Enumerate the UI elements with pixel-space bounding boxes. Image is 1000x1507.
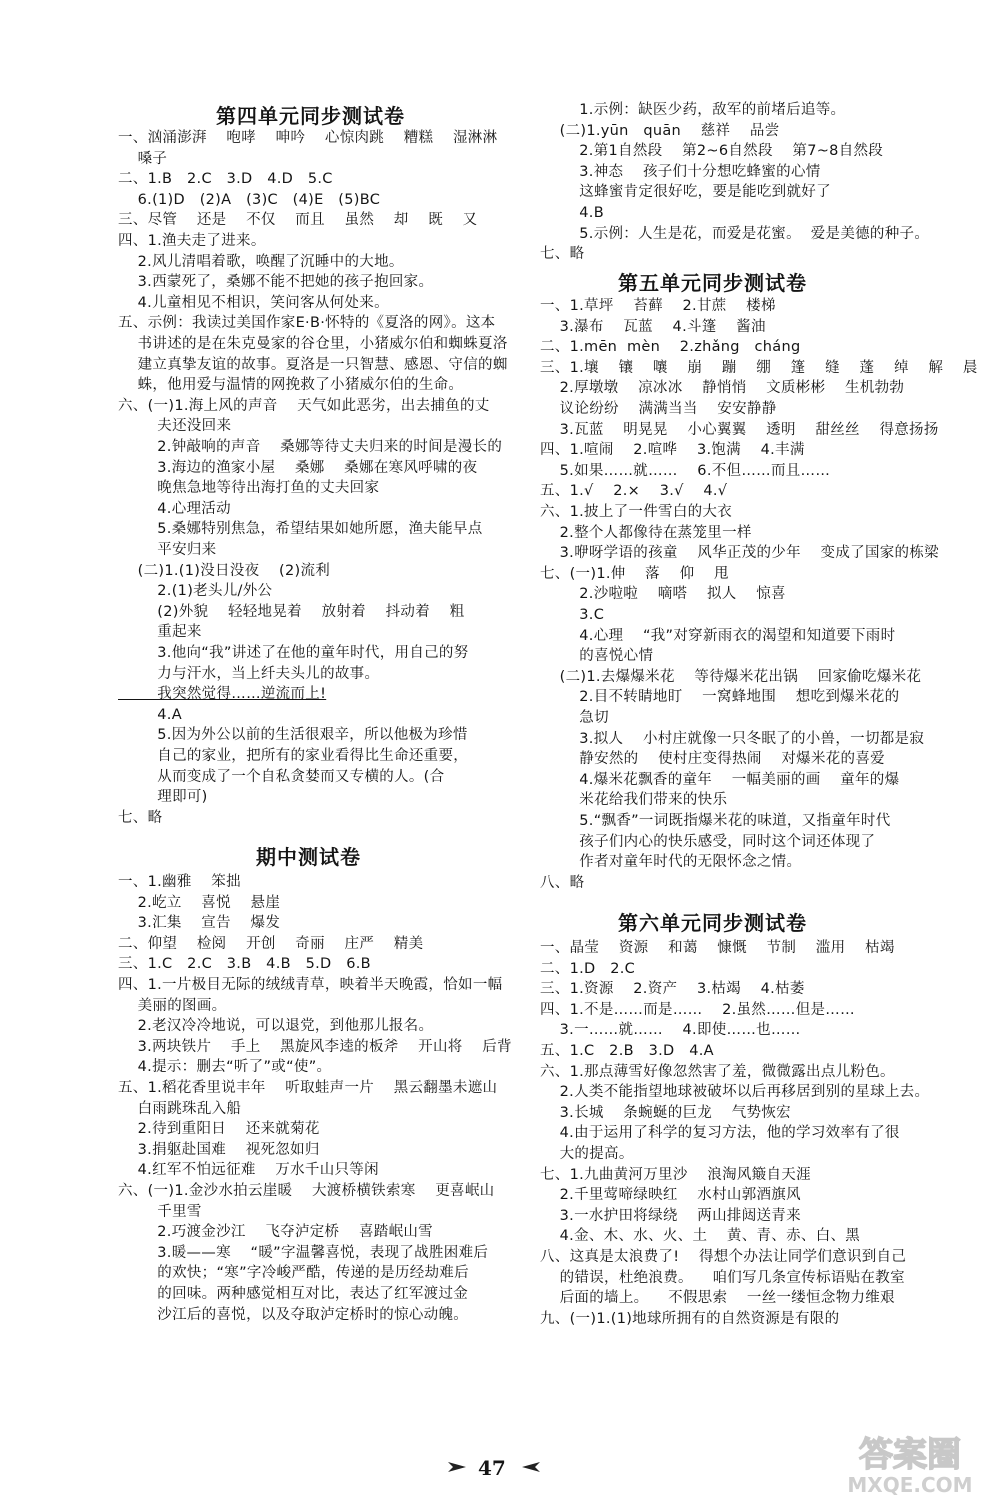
- answer-line: 3.一水护田将绿绕 两山排闼送青来: [540, 1207, 801, 1224]
- answer-line: 2.老汉冷冷地说，可以退党，到他那儿报名。: [118, 1018, 434, 1035]
- answer-line: 平安归来: [118, 542, 217, 558]
- answer-line: 4.提示：删去“听了”或“使”。: [118, 1059, 332, 1076]
- answer-line: 2.整个人都像待在蒸笼里一样: [540, 524, 752, 541]
- answer-line: (2)外貌 轻轻地晃着 放射着 抖动着 粗: [118, 603, 465, 620]
- answer-line: (二)1.(1)没日没夜 (2)流利: [118, 562, 331, 579]
- answer-line: 5.“飘香”一词既指爆米花的味道，又指童年时代: [540, 813, 891, 829]
- answer-line: 3.神态 孩子们十分想吃蜂蜜的心情: [540, 163, 821, 180]
- answer-line: 五、1.√ 2.× 3.√ 4.√: [540, 483, 728, 500]
- answer-line: 八、这真是太浪费了! 得想个办法让同学们意识到自己: [540, 1249, 907, 1265]
- answer-line: 三、尽管 还是 不仅 而且 虽然 却 既 又: [118, 212, 478, 229]
- answer-line: 嗓子: [118, 150, 168, 167]
- answer-line: 2.第1自然段 第2~6自然段 第7~8自然段: [540, 143, 884, 160]
- answer-line: 5.示例：人生是花，而爱是花蜜。 爱是美德的种子。: [540, 225, 930, 242]
- answer-line: 二、仰望 检阅 开创 奇丽 庄严 精美: [118, 935, 424, 952]
- answer-line: 八、略: [540, 874, 585, 891]
- answer-line: 一、1.幽雅 笨拙: [118, 874, 241, 890]
- answer-line: 自己的家业，把所有的家业看得比生命还重要，: [118, 748, 469, 764]
- answer-line: 3.海边的渔家小屋 桑娜 桑娜在寒风呼啸的夜: [118, 459, 478, 476]
- answer-line: 4.红军不怕远征难 万水千山只等闲: [118, 1162, 379, 1179]
- answer-line: 3.咿呀学语的孩童 风华正茂的少年 变成了国家的栋梁: [540, 545, 939, 562]
- answer-line: 4.B: [540, 205, 604, 221]
- answer-line: 4.儿童相见不相识，笑问客从何处来。: [118, 294, 389, 311]
- answer-line: 米花给我们带来的快乐: [540, 792, 728, 809]
- answer-line: 2.千里莺啼绿映红 水村山郭酒旗风: [540, 1187, 801, 1204]
- answer-line: 6.(1)D (2)A (3)C (4)E (5)BC: [118, 191, 381, 208]
- answer-line: 的喜悦心情: [540, 648, 654, 665]
- answer-line: 2.屹立 喜悦 悬崖: [118, 894, 281, 911]
- answer-line: 2.风儿清唱着歌，唤醒了沉睡中的大地。: [118, 253, 404, 270]
- answer-line: 孩子们内心的快乐感受，同时这个词还体现了: [540, 833, 876, 850]
- answer-line: 3.暖——寒 “暖”字温馨喜悦，表现了战胜困难后: [118, 1244, 489, 1261]
- answer-line: 4.A: [118, 706, 182, 723]
- answer-line: (二)1.yūn quān 慈祥 品尝: [540, 122, 780, 139]
- answer-line: 的错误，杜绝浪费。 咱们写几条宣传标语贴在教室: [540, 1269, 905, 1286]
- answer-line: 静安然的 使村庄变得热闹 对爆米花的喜爱: [540, 751, 885, 768]
- answer-line: 5.如果……就…… 6.不但……而且……: [540, 462, 831, 479]
- answer-line: 美丽的图画。: [118, 997, 227, 1014]
- answer-line: 六、1.那点薄雪好像忽然害了羞，微微露出点儿粉色。: [540, 1063, 895, 1080]
- answer-line: 建立真挚友谊的故事。夏洛是一只智慧、感恩、守信的蜘: [118, 356, 508, 373]
- answer-line: 5.桑娜特别焦急，希望结果如她所愿，渔夫能早点: [118, 521, 483, 538]
- answer-line: 二、1.B 2.C 3.D 4.D 5.C: [118, 171, 333, 188]
- answer-line: 四、1.一片极目无际的绒绒青草，映着半天晚霞，恰如一幅: [118, 977, 503, 993]
- answer-line: 二、1.D 2.C: [540, 960, 636, 977]
- answer-line: 六、(一)1.海上风的声音 天气如此恶劣，出去捕鱼的丈: [118, 397, 490, 414]
- answer-line: 九、(一)1.(1)地球所拥有的自然资源是有限的: [540, 1310, 840, 1327]
- right-arrow-icon: [522, 1462, 540, 1472]
- answer-line: 3.汇集 宣告 爆发: [118, 915, 281, 932]
- answer-line: 3.两块铁片 手上 黑旋风李逵的板斧 开山将 后背: [118, 1038, 512, 1055]
- answer-line: 2.目不转睛地盯 一窝蜂地围 想吃到爆米花的: [540, 689, 900, 706]
- answer-line: 3.长城 条蜿蜒的巨龙 气势恢宏: [540, 1104, 791, 1121]
- answer-line: 4.心理活动: [118, 500, 231, 517]
- answer-line: 一、汹涌澎湃 咆哮 呻吟 心惊肉跳 糟糕 湿淋淋: [118, 130, 498, 146]
- left-arrow-icon: [448, 1462, 466, 1472]
- svg-text:答案圈: 答案圈: [859, 1435, 961, 1475]
- answer-line: 三、1.C 2.C 3.B 4.B 5.D 6.B: [118, 956, 371, 973]
- answer-line: 3.拟人 小村庄就像一只冬眠了的小兽，一切都是寂: [540, 730, 925, 747]
- answer-line: 重起来: [118, 624, 202, 641]
- answer-line: 3.捐躯赴国难 视死忽如归: [118, 1141, 320, 1158]
- answer-line: 3.瓦蓝 明晃晃 小心翼翼 透明 甜丝丝 得意扬扬: [540, 421, 939, 438]
- answer-line: 急切: [540, 710, 609, 726]
- answer-line: 晚焦急地等待出海打鱼的丈夫回家: [118, 480, 380, 497]
- answer-line: 这蜂蜜肯定很好吃，要是能吃到就好了: [540, 184, 831, 201]
- answer-line: 七、略: [540, 246, 585, 263]
- answer-line: 2.钟敲响的声音 桑娜等待丈夫归来的时间是漫长的: [118, 439, 503, 455]
- answer-line: 五、示例：我读过美国作家E·B·怀特的《夏洛的网》。这本: [118, 315, 496, 332]
- answer-line: 七、(一)1.伸 落 仰 甩: [540, 565, 729, 582]
- answer-line: 4.由于运用了科学的复习方法，他的学习效率有了很: [540, 1125, 900, 1142]
- section-title: 第五单元同步测试卷: [618, 271, 807, 295]
- answer-line: 夫还没回来: [118, 418, 232, 435]
- answer-line: 一、1.草坪 苔藓 2.甘蔗 楼梯: [540, 298, 776, 314]
- answer-line: 大的提高。: [540, 1146, 634, 1162]
- answer-line: 2.待到重阳日 还来就菊花: [118, 1121, 320, 1138]
- answer-line: 一、晶莹 资源 和蔼 慷慨 节制 滥用 枯竭: [540, 940, 895, 956]
- answer-line: 理即可): [118, 789, 208, 806]
- answer-line: 4.爆米花飘香的童年 一幅美丽的画 童年的爆: [540, 771, 900, 788]
- answer-line: 我突然觉得……逆流而上!: [118, 686, 327, 703]
- section-title: 第六单元同步测试卷: [618, 911, 807, 935]
- answer-line: 5.因为外公以前的生活很艰辛，所以他极为珍惜: [118, 727, 468, 744]
- answer-line: 4.金、木、水、火、土 黄、青、赤、白、黑: [540, 1228, 861, 1245]
- answer-line: 五、1.C 2.B 3.D 4.A: [540, 1043, 714, 1059]
- answer-line: 四、1.渔夫走了进来。: [118, 233, 266, 249]
- answer-line: 2.沙啦啦 嘀嗒 拟人 惊喜: [540, 586, 786, 603]
- watermark-logo: [830, 1428, 990, 1498]
- answer-line: 议论纷纷 满满当当 安安静静: [540, 401, 777, 417]
- answer-line: 2.厚墩墩 凉冰冰 静悄悄 文质彬彬 生机勃勃: [540, 380, 905, 397]
- svg-text:MXQE.COM: MXQE.COM: [847, 1473, 973, 1497]
- answer-line: 3.C: [540, 607, 605, 623]
- answer-line: 2.人类不能指望地球被破坏以后再移居到别的星球上去。: [540, 1084, 930, 1101]
- answer-line: 作者对童年时代的无限怀念之情。: [540, 854, 802, 871]
- answer-line: 后面的墙上。 不假思索 一丝一缕恒念物力维艰: [540, 1290, 895, 1307]
- answer-line: 四、1.不是……而是…… 2.虽然……但是……: [540, 1001, 855, 1018]
- answer-line: 从而变成了一个自私贪婪而又专横的人。(合: [118, 768, 445, 785]
- answer-line: 四、1.喧闹 2.喧哗 3.饱满 4.丰满: [540, 442, 805, 459]
- answer-line: (二)1.去爆爆米花 等待爆米花出锅 回家偷吃爆米花: [540, 668, 922, 685]
- answer-line: 2.巧渡金沙江 飞夺泸定桥 喜踏岷山雪: [118, 1224, 433, 1241]
- answer-line: 七、1.九曲黄河万里沙 浪淘风簸自天涯: [540, 1166, 811, 1183]
- answer-line: 的回味。两种感觉相互对比，表达了红军渡过金: [118, 1286, 469, 1302]
- answer-line: 3.瀑布 瓦蓝 4.斗篷 酱油: [540, 318, 766, 335]
- answer-line: 三、1.资源 2.资产 3.枯竭 4.枯萎: [540, 981, 805, 998]
- answer-line: 3.西蒙死了，桑娜不能不把她的孩子抱回家。: [118, 274, 434, 291]
- answer-line: 的欢快；“寒”字冷峻严酷，传递的是历经劫难后: [118, 1265, 469, 1282]
- answer-line: 2.(1)老头儿/外公: [118, 583, 273, 600]
- answer-line: 沙江后的喜悦，以及夺取泸定桥时的惊心动魄。: [118, 1306, 469, 1323]
- answer-line: 千里雪: [118, 1203, 202, 1220]
- answer-line: 三、1.壤 镶 嚷 崩 蹦 绷 篷 缝 蓬 绰 解 晨: [540, 359, 978, 376]
- answer-line: 六、(一)1.金沙水拍云崖暖 大渡桥横铁索寒 更喜岷山: [118, 1183, 495, 1199]
- answer-line: 五、1.稻花香里说丰年 听取蛙声一片 黑云翻墨未遮山: [118, 1080, 498, 1096]
- answer-line: 白雨跳珠乱入船: [118, 1100, 242, 1117]
- answer-line: 4.心理 “我”对穿新雨衣的渴望和知道要下雨时: [540, 627, 896, 644]
- answer-line: 力与汗水，当上纤夫头儿的故事。: [118, 665, 380, 682]
- answer-line: 蛛，他用爱与温情的网挽救了小猪威尔伯的生命。: [118, 377, 464, 394]
- answer-line: 七、略: [118, 809, 163, 826]
- answer-line: 1.示例：缺医少药，敌军的前堵后追等。: [540, 102, 846, 118]
- answer-line: 3.一……就…… 4.即使……也……: [540, 1022, 801, 1039]
- answer-line: 书讲述的是在朱克曼家的谷仓里，小猪威尔伯和蜘蛛夏洛: [118, 336, 508, 352]
- section-title: 期中测试卷: [256, 845, 361, 869]
- page-number: 47: [478, 1456, 506, 1480]
- answer-line: 六、1.披上了一件雪白的大衣: [540, 504, 733, 520]
- section-title: 第四单元同步测试卷: [216, 104, 405, 128]
- answer-line: 二、1.mēn mèn 2.zhǎng cháng: [540, 339, 801, 356]
- answer-line: 3.他向“我”讲述了在他的童年时代，用自己的努: [118, 645, 469, 661]
